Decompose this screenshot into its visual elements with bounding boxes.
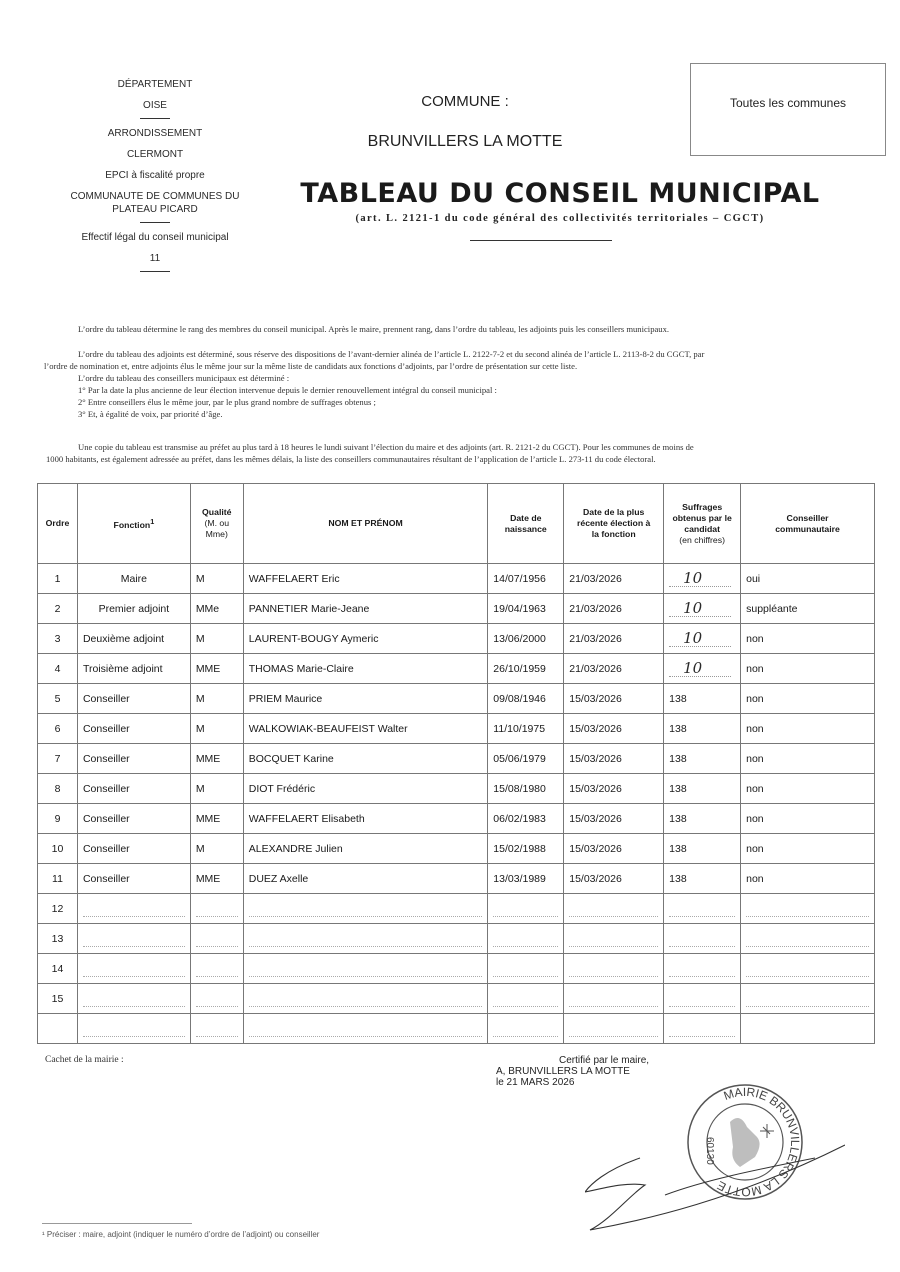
cell-suffrages — [664, 654, 741, 684]
cell-communautaire: non — [741, 654, 875, 684]
intro-rule-2: 2° Entre conseillers élus le même jour, par le plus grand nombre de suffrages obtenus ; — [78, 397, 376, 407]
blank-cell[interactable] — [77, 984, 190, 1014]
cell-ordre: 6 — [38, 714, 78, 744]
cell-nom: PANNETIER Marie-Jeane — [243, 594, 488, 624]
cell-qualite: M — [190, 684, 243, 714]
cell-fonction: Premier adjoint — [77, 594, 190, 624]
cell-naissance: 26/10/1959 — [488, 654, 564, 684]
footnote-marker: 1 — [150, 517, 155, 527]
epci-name-line2: PLATEAU PICARD — [112, 204, 198, 215]
cell-ordre: 3 — [38, 624, 78, 654]
blank-table-row — [38, 924, 875, 954]
blank-cell[interactable] — [77, 924, 190, 954]
cell-suffrages: 138 — [664, 864, 741, 894]
cell-fonction: Conseiller — [77, 774, 190, 804]
certification-block — [496, 1055, 649, 1088]
cell-qualite: M — [190, 624, 243, 654]
blank-cell[interactable] — [190, 924, 243, 954]
blank-cell[interactable] — [488, 984, 564, 1014]
cell-communautaire: oui — [741, 564, 875, 594]
intro-paragraph-1: L’ordre du tableau détermine le rang des membres du conseil municipal. Après le maire, prennent rang, dans l’ordre du tableau, les adjoints puis les conseillers municipaux. — [78, 324, 670, 334]
cell-suffrages: 138 — [664, 834, 741, 864]
blank-cell[interactable] — [741, 984, 875, 1014]
cell-suffrages: 138 — [664, 774, 741, 804]
blank-table-row — [38, 1014, 875, 1044]
cell-qualite: MME — [190, 804, 243, 834]
header-date-naissance: Date de naissance — [488, 484, 564, 564]
arrondissement-value: CLERMONT — [126, 149, 184, 160]
cell-ordre: 13 — [38, 924, 78, 954]
blank-cell[interactable] — [564, 1014, 664, 1044]
cachet-label: Cachet de la mairie : — [45, 1055, 124, 1065]
cell-qualite: M — [190, 774, 243, 804]
council-table — [37, 483, 875, 1044]
scope-box — [690, 63, 886, 156]
blank-cell[interactable] — [190, 984, 243, 1014]
header-nom-prenom: NOM ET PRÉNOM — [243, 484, 488, 564]
cell-qualite: M — [190, 564, 243, 594]
table-row — [38, 804, 875, 834]
cell-election: 15/03/2026 — [564, 864, 664, 894]
cell-ordre: 2 — [38, 594, 78, 624]
cell-suffrages — [664, 594, 741, 624]
cell-ordre: 14 — [38, 954, 78, 984]
cell-nom: WAFFELAERT Eric — [243, 564, 488, 594]
cell-naissance: 15/02/1988 — [488, 834, 564, 864]
blank-cell[interactable] — [664, 984, 741, 1014]
header-conseiller-communautaire: Conseiller communautaire — [741, 484, 875, 564]
blank-table-row — [38, 894, 875, 924]
cell-ordre: 4 — [38, 654, 78, 684]
cell-fonction: Conseiller — [77, 864, 190, 894]
cell-naissance: 19/04/1963 — [488, 594, 564, 624]
blank-cell[interactable] — [564, 954, 664, 984]
blank-cell[interactable] — [741, 954, 875, 984]
table-row — [38, 684, 875, 714]
cell-ordre: 8 — [38, 774, 78, 804]
intro-rule-3: 3° Et, à égalité de voix, par priorité d’âge. — [78, 409, 223, 419]
cell-qualite: MME — [190, 744, 243, 774]
footnote: ¹ Préciser : maire, adjoint (indiquer le numéro d’ordre de l’adjoint) ou conseiller — [42, 1230, 320, 1239]
divider — [140, 222, 170, 223]
certification-line-3: le 21 MARS 2026 — [496, 1077, 575, 1088]
cell-communautaire: non — [741, 684, 875, 714]
header-qualite: Qualité (M. ou Mme) — [190, 484, 243, 564]
intro-paragraph-2-line1: L’ordre du tableau des adjoints est déterminé, sous réserve des dispositions de l’avant-dernier alinéa de l’article L. 2122-7-2 et du second alinéa de l’article L. 2113-8-2 du CGCT, par — [78, 349, 705, 359]
signature — [585, 1140, 845, 1240]
cell-ordre: 15 — [38, 984, 78, 1014]
blank-cell[interactable] — [488, 954, 564, 984]
intro-rule-1: 1° Par la date la plus ancienne de leur élection intervenue depuis le dernier renouvellement intégral du conseil municipal : — [78, 385, 497, 395]
cell-fonction: Conseiller — [77, 834, 190, 864]
cell-communautaire: non — [741, 774, 875, 804]
blank-cell[interactable] — [488, 924, 564, 954]
cell-election: 21/03/2026 — [564, 654, 664, 684]
table-row — [38, 864, 875, 894]
cell-election: 15/03/2026 — [564, 714, 664, 744]
blank-cell[interactable] — [243, 894, 488, 924]
table-row — [38, 624, 875, 654]
cell-fonction: Maire — [77, 564, 190, 594]
table-row — [38, 714, 875, 744]
cell-ordre: 11 — [38, 864, 78, 894]
cell-communautaire: non — [741, 744, 875, 774]
cell-suffrages: 138 — [664, 714, 741, 744]
effectif-label: Effectif légal du conseil municipal — [81, 232, 229, 243]
footnote-divider — [42, 1223, 192, 1224]
cell-fonction: Conseiller — [77, 684, 190, 714]
cell-ordre: 12 — [38, 894, 78, 924]
cell-communautaire: non — [741, 864, 875, 894]
cell-suffrages: 138 — [664, 804, 741, 834]
cell-naissance: 13/03/1989 — [488, 864, 564, 894]
handwritten-suffrages: 10 — [669, 660, 731, 677]
cell-naissance: 09/08/1946 — [488, 684, 564, 714]
cell-fonction: Deuxième adjoint — [77, 624, 190, 654]
blank-cell[interactable] — [564, 894, 664, 924]
svg-text:60130: 60130 — [704, 1137, 715, 1165]
cell-qualite: MMe — [190, 594, 243, 624]
blank-cell[interactable] — [243, 954, 488, 984]
cell-fonction: Troisième adjoint — [77, 654, 190, 684]
cell-nom: WAFFELAERT Elisabeth — [243, 804, 488, 834]
cell-suffrages — [664, 564, 741, 594]
cell-ordre: 9 — [38, 804, 78, 834]
blank-cell[interactable] — [741, 1014, 875, 1044]
header-suffrages: Suffrages obtenus par le candidat (en chiffres) — [664, 484, 741, 564]
blank-cell[interactable] — [664, 954, 741, 984]
blank-cell[interactable] — [564, 924, 664, 954]
cell-ordre: 7 — [38, 744, 78, 774]
cell-communautaire: non — [741, 834, 875, 864]
departement-label: DÉPARTEMENT — [117, 79, 193, 90]
title-divider — [470, 240, 612, 241]
handwritten-suffrages: 10 — [669, 600, 731, 617]
header-date-election: Date de la plus récente élection à la fonction — [564, 484, 664, 564]
handwritten-suffrages: 10 — [669, 630, 731, 647]
cell-ordre — [38, 1014, 78, 1044]
cell-qualite: MME — [190, 654, 243, 684]
cell-nom: LAURENT-BOUGY Aymeric — [243, 624, 488, 654]
header-fonction: Fonction$^1$ — [77, 484, 190, 564]
divider — [140, 118, 170, 119]
arrondissement-label: ARRONDISSEMENT — [107, 128, 203, 139]
cell-nom: THOMAS Marie-Claire — [243, 654, 488, 684]
blank-cell[interactable] — [564, 984, 664, 1014]
blank-cell[interactable] — [77, 954, 190, 984]
cell-election: 15/03/2026 — [564, 804, 664, 834]
blank-cell[interactable] — [664, 924, 741, 954]
administrative-info — [50, 78, 260, 280]
cell-suffrages — [664, 624, 741, 654]
cell-suffrages: 138 — [664, 744, 741, 774]
cell-naissance: 06/02/1983 — [488, 804, 564, 834]
certification-line-1: Certifié par le maire, — [559, 1055, 650, 1066]
cell-nom: WALKOWIAK-BEAUFEIST Walter — [243, 714, 488, 744]
cell-communautaire: non — [741, 804, 875, 834]
blank-cell[interactable] — [488, 1014, 564, 1044]
cell-election: 21/03/2026 — [564, 624, 664, 654]
cell-naissance: 15/08/1980 — [488, 774, 564, 804]
cell-naissance: 13/06/2000 — [488, 624, 564, 654]
page-title: TABLEAU DU CONSEIL MUNICIPAL — [300, 178, 820, 209]
epci-name-line1: COMMUNAUTE DE COMMUNES DU — [70, 191, 240, 202]
commune-label: COMMUNE : — [421, 93, 509, 110]
blank-cell[interactable] — [664, 1014, 741, 1044]
handwritten-suffrages: 10 — [669, 570, 731, 587]
cell-ordre: 10 — [38, 834, 78, 864]
page-subtitle: (art. L. 2121-1 du code général des collectivités territoriales – CGCT) — [355, 213, 765, 224]
commune-name: BRUNVILLERS LA MOTTE — [367, 133, 563, 150]
header-ordre: Ordre — [38, 484, 78, 564]
intro-paragraph-2-line2: l’ordre de nomination et, entre adjoints élus le même jour sur la même liste de candidats aux fonctions d’adjoints, par l’ordre de présentation sur cette liste. — [44, 361, 578, 371]
blank-table-row — [38, 954, 875, 984]
departement-value: OISE — [143, 100, 167, 111]
cell-communautaire: non — [741, 624, 875, 654]
cell-qualite: MME — [190, 864, 243, 894]
cell-suffrages: 138 — [664, 684, 741, 714]
cell-naissance: 05/06/1979 — [488, 744, 564, 774]
blank-cell[interactable] — [243, 1014, 488, 1044]
intro-paragraph-4-line2: 1000 habitants, est également adressée au préfet, dans les mêmes délais, la liste des conseillers communautaires résultant de l’application de l’article L. 273-11 du code électoral. — [46, 454, 656, 464]
blank-cell[interactable] — [741, 894, 875, 924]
cell-election: 21/03/2026 — [564, 594, 664, 624]
cell-qualite: M — [190, 714, 243, 744]
blank-cell[interactable] — [243, 924, 488, 954]
table-header-row — [38, 484, 875, 564]
table-row — [38, 744, 875, 774]
svg-text:MAIRIE BRUNVILLERS LA MOTTE: MAIRIE BRUNVILLERS LA MOTTE — [714, 1084, 803, 1200]
cell-naissance: 14/07/1956 — [488, 564, 564, 594]
scope-label: Toutes les communes — [729, 96, 847, 110]
table-row — [38, 834, 875, 864]
effectif-value: 11 — [149, 253, 161, 264]
blank-cell[interactable] — [243, 984, 488, 1014]
cell-fonction: Conseiller — [77, 804, 190, 834]
cell-naissance: 11/10/1975 — [488, 714, 564, 744]
cell-ordre: 5 — [38, 684, 78, 714]
cell-election: 15/03/2026 — [564, 744, 664, 774]
cell-nom: BOCQUET Karine — [243, 744, 488, 774]
table-row — [38, 594, 875, 624]
blank-table-row — [38, 984, 875, 1014]
cell-ordre: 1 — [38, 564, 78, 594]
table-row — [38, 564, 875, 594]
cell-election: 15/03/2026 — [564, 684, 664, 714]
intro-paragraph-4-line1: Une copie du tableau est transmise au préfet au plus tard à 18 heures le lundi suivant l’élection du maire et des adjoints (art. R. 2121-2 du CGCT). Pour les communes de moins de — [78, 442, 694, 452]
epci-label: EPCI à fiscalité propre — [105, 170, 205, 181]
cell-nom: PRIEM Maurice — [243, 684, 488, 714]
table-row — [38, 654, 875, 684]
blank-cell[interactable] — [741, 924, 875, 954]
divider — [140, 271, 170, 272]
blank-cell[interactable] — [77, 1014, 190, 1044]
cell-nom: DUEZ Axelle — [243, 864, 488, 894]
blank-cell[interactable] — [488, 894, 564, 924]
blank-cell[interactable] — [190, 954, 243, 984]
cell-election: 21/03/2026 — [564, 564, 664, 594]
cell-communautaire: suppléante — [741, 594, 875, 624]
blank-cell[interactable] — [664, 894, 741, 924]
table-row — [38, 774, 875, 804]
cell-qualite: M — [190, 834, 243, 864]
blank-cell[interactable] — [190, 1014, 243, 1044]
cell-nom: ALEXANDRE Julien — [243, 834, 488, 864]
cell-communautaire: non — [741, 714, 875, 744]
cell-nom: DIOT Frédéric — [243, 774, 488, 804]
cell-election: 15/03/2026 — [564, 774, 664, 804]
intro-paragraph-3: L’ordre du tableau des conseillers municipaux est déterminé : — [78, 373, 290, 383]
cell-fonction: Conseiller — [77, 744, 190, 774]
cell-election: 15/03/2026 — [564, 834, 664, 864]
cell-fonction: Conseiller — [77, 714, 190, 744]
certification-line-2: A, BRUNVILLERS LA MOTTE — [496, 1066, 630, 1077]
blank-cell[interactable] — [77, 894, 190, 924]
blank-cell[interactable] — [190, 894, 243, 924]
